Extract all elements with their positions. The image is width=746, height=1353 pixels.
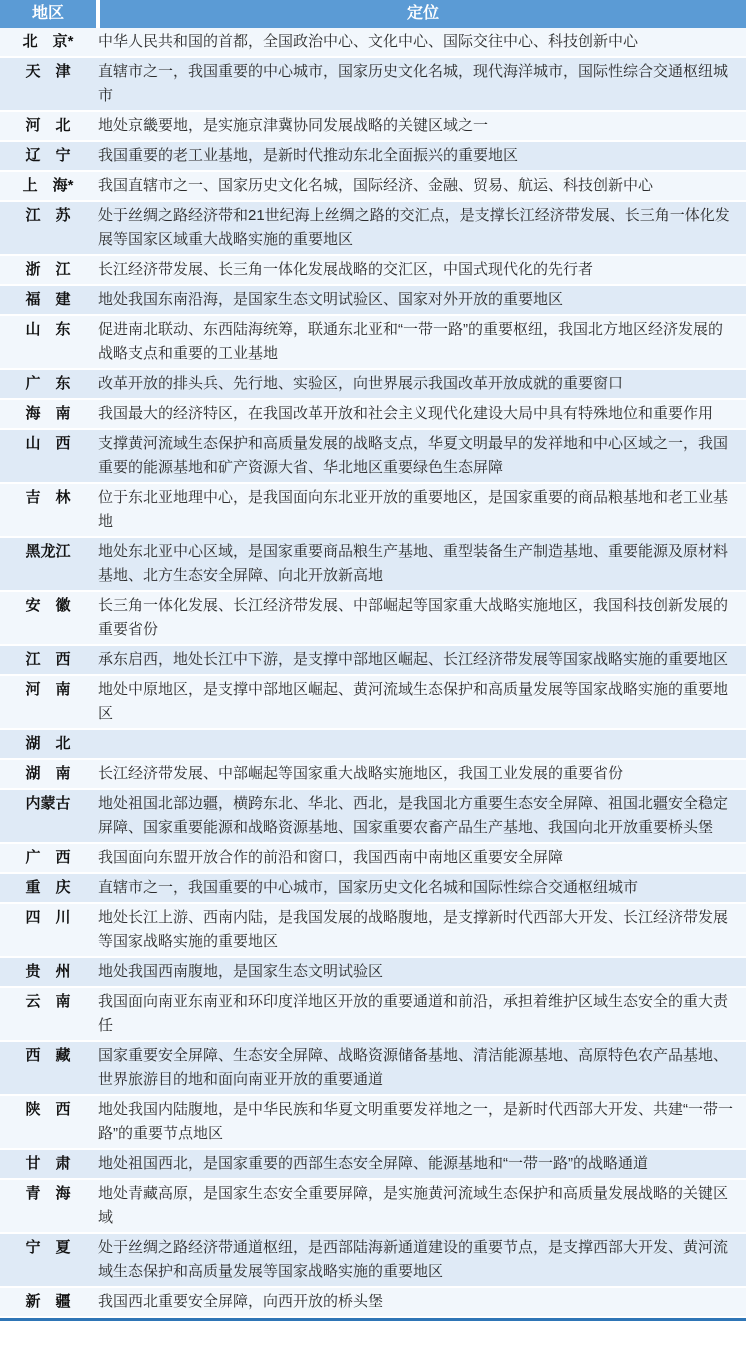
region-cell: 湖 北 <box>25 735 71 752</box>
region-cell: 重 庆 <box>25 879 71 896</box>
table-row <box>0 1150 746 1180</box>
table-row <box>0 202 746 256</box>
position-cell: 长江经济带发展、中部崛起等国家重大战略实施地区，我国工业发展的重要省份 <box>98 765 624 782</box>
position-cell: 地处长江上游、西南内陆，是我国发展的战略腹地，是支撑新时代西部大开发、长江经济带发展等国家战略实施的重要地区 <box>98 909 729 950</box>
position-cell: 直辖市之一，我国重要的中心城市，国家历史文化名城，现代海洋城市，国际性综合交通枢纽城市 <box>98 63 729 104</box>
table-row <box>0 112 746 142</box>
region-cell: 湖 南 <box>25 765 71 782</box>
position-cell <box>96 732 746 756</box>
position-cell: 我国重要的老工业基地，是新时代推动东北全面振兴的重要地区 <box>98 147 519 164</box>
region-cell: 陕 西 <box>25 1101 71 1118</box>
position-cell: 地处我国内陆腹地，是中华民族和华夏文明重要发祥地之一，是新时代西部大开发、共建“一带一路”的重要节点地区 <box>98 1101 733 1142</box>
table-row <box>0 370 746 400</box>
region-cell: 江 苏 <box>25 207 71 224</box>
table-row <box>0 874 746 904</box>
table-header-row <box>0 0 746 28</box>
position-cell: 我国面向东盟开放合作的前沿和窗口，我国西南中南地区重要安全屏障 <box>98 849 564 866</box>
region-cell: 山 东 <box>25 321 71 338</box>
table-row <box>0 1288 746 1318</box>
position-cell: 我国西北重要安全屏障，向西开放的桥头堡 <box>98 1293 384 1310</box>
region-cell: 内蒙古 <box>25 795 71 812</box>
position-cell: 处于丝绸之路经济带和21世纪海上丝绸之路的交汇点，是支撑长江经济带发展、长三角一体化发展等国家区域重大战略实施的重要地区 <box>98 207 730 248</box>
position-cell: 国家重要安全屏障、生态安全屏障、战略资源储备基地、清洁能源基地、高原特色农产品基地、世界旅游目的地和面向南亚开放的重要通道 <box>98 1047 729 1088</box>
position-cell: 位于东北亚地理中心，是我国面向东北亚开放的重要地区，是国家重要的商品粮基地和老工业基地 <box>98 489 729 530</box>
table-row <box>0 142 746 172</box>
position-cell: 地处祖国北部边疆，横跨东北、华北、西北，是我国北方重要生态安全屏障、祖国北疆安全稳定屏障、国家重要能源和战略资源基地、国家重要农畜产品生产基地、我国向北开放重要桥头堡 <box>98 795 729 836</box>
position-cell: 地处我国西南腹地，是国家生态文明试验区 <box>98 963 384 980</box>
position-cell: 地处京畿要地，是实施京津冀协同发展战略的关键区域之一 <box>98 117 489 134</box>
table-row <box>0 286 746 316</box>
region-cell: 宁 夏 <box>25 1239 71 1256</box>
position-cell: 地处中原地区，是支撑中部地区崛起、黄河流域生态保护和高质量发展等国家战略实施的重要地区 <box>98 681 729 722</box>
region-cell: 江 西 <box>25 651 71 668</box>
table-row <box>0 172 746 202</box>
table-row <box>0 646 746 676</box>
table-row <box>0 1096 746 1150</box>
table-row <box>0 730 746 760</box>
region-cell: 西 藏 <box>25 1047 71 1064</box>
table-row <box>0 592 746 646</box>
position-cell: 地处我国东南沿海，是国家生态文明试验区、国家对外开放的重要地区 <box>98 291 564 308</box>
position-cell: 地处东北亚中心区域，是国家重要商品粮生产基地、重型装备生产制造基地、重要能源及原材料基地、北方生态安全屏障、向北开放新高地 <box>98 543 729 584</box>
table-row <box>0 760 746 790</box>
region-cell: 广 西 <box>25 849 71 866</box>
table-row <box>0 790 746 844</box>
region-cell: 安 徽 <box>25 597 71 614</box>
region-cell: 河 南 <box>25 681 71 698</box>
position-cell: 中华人民共和国的首都，全国政治中心、文化中心、国际交往中心、科技创新中心 <box>98 33 639 50</box>
position-cell: 改革开放的排头兵、先行地、实验区，向世界展示我国改革开放成就的重要窗口 <box>98 375 624 392</box>
position-cell: 地处青藏高原，是国家生态安全重要屏障，是实施黄河流域生态保护和高质量发展战略的关键区域 <box>98 1185 729 1226</box>
position-cell: 我国最大的经济特区，在我国改革开放和社会主义现代化建设大局中具有特殊地位和重要作用 <box>98 405 714 422</box>
header-cell-region: 地区 <box>0 0 96 28</box>
table-row <box>0 430 746 484</box>
table-row <box>0 1180 746 1234</box>
region-cell: 河 北 <box>25 117 71 134</box>
position-cell: 我国面向南亚东南亚和环印度洋地区开放的重要通道和前沿，承担着维护区域生态安全的重大责任 <box>98 993 729 1034</box>
region-cell: 北 京* <box>22 33 74 50</box>
table-row <box>0 316 746 370</box>
table-row <box>0 958 746 988</box>
position-cell: 直辖市之一，我国重要的中心城市，国家历史文化名城和国际性综合交通枢纽城市 <box>98 879 639 896</box>
region-cell: 四 川 <box>25 909 71 926</box>
region-cell: 云 南 <box>25 993 71 1010</box>
region-cell: 广 东 <box>25 375 71 392</box>
region-cell: 山 西 <box>25 435 71 452</box>
position-cell: 处于丝绸之路经济带通道枢纽，是西部陆海新通道建设的重要节点，是支撑西部大开发、黄河流域生态保护和高质量发展等国家战略实施的重要地区 <box>98 1239 729 1280</box>
table-body <box>0 28 746 1318</box>
position-cell: 承东启西，地处长江中下游，是支撑中部地区崛起、长江经济带发展等国家战略实施的重要地区 <box>98 651 729 668</box>
table-row <box>0 1042 746 1096</box>
region-cell: 黑龙江 <box>25 543 71 560</box>
region-cell: 吉 林 <box>25 489 71 506</box>
region-cell: 天 津 <box>25 63 71 80</box>
region-cell: 辽 宁 <box>25 147 71 164</box>
position-cell: 支撑黄河流域生态保护和高质量发展的战略支点，华夏文明最早的发祥地和中心区域之一，我国重要的能源基地和矿产资源大省、华北地区重要绿色生态屏障 <box>98 435 729 476</box>
table-row <box>0 400 746 430</box>
table-row <box>0 676 746 730</box>
region-cell: 福 建 <box>25 291 71 308</box>
table-row <box>0 1234 746 1288</box>
region-cell: 青 海 <box>25 1185 71 1202</box>
position-cell: 促进南北联动、东西陆海统筹，联通东北亚和“一带一路”的重要枢纽，我国北方地区经济发展的战略支点和重要的工业基地 <box>98 321 723 362</box>
table-row <box>0 988 746 1042</box>
position-cell: 长江经济带发展、长三角一体化发展战略的交汇区，中国式现代化的先行者 <box>98 261 594 278</box>
region-cell: 上 海* <box>22 177 74 194</box>
region-cell: 浙 江 <box>25 261 71 278</box>
table-row <box>0 28 746 58</box>
position-cell: 长三角一体化发展、长江经济带发展、中部崛起等国家重大战略实施地区，我国科技创新发展的重要省份 <box>98 597 729 638</box>
table-row <box>0 538 746 592</box>
header-cell-position: 定位 <box>100 0 746 28</box>
region-cell: 甘 肃 <box>25 1155 71 1172</box>
table-row <box>0 484 746 538</box>
region-cell: 新 疆 <box>25 1293 71 1310</box>
table-row <box>0 256 746 286</box>
region-cell: 贵 州 <box>25 963 71 980</box>
table-row <box>0 904 746 958</box>
table-row <box>0 58 746 112</box>
position-cell: 我国直辖市之一、国家历史文化名城，国际经济、金融、贸易、航运、科技创新中心 <box>98 177 654 194</box>
region-cell: 海 南 <box>25 405 71 422</box>
table-row <box>0 844 746 874</box>
position-cell: 地处祖国西北，是国家重要的西部生态安全屏障、能源基地和“一带一路”的战略通道 <box>98 1155 648 1172</box>
